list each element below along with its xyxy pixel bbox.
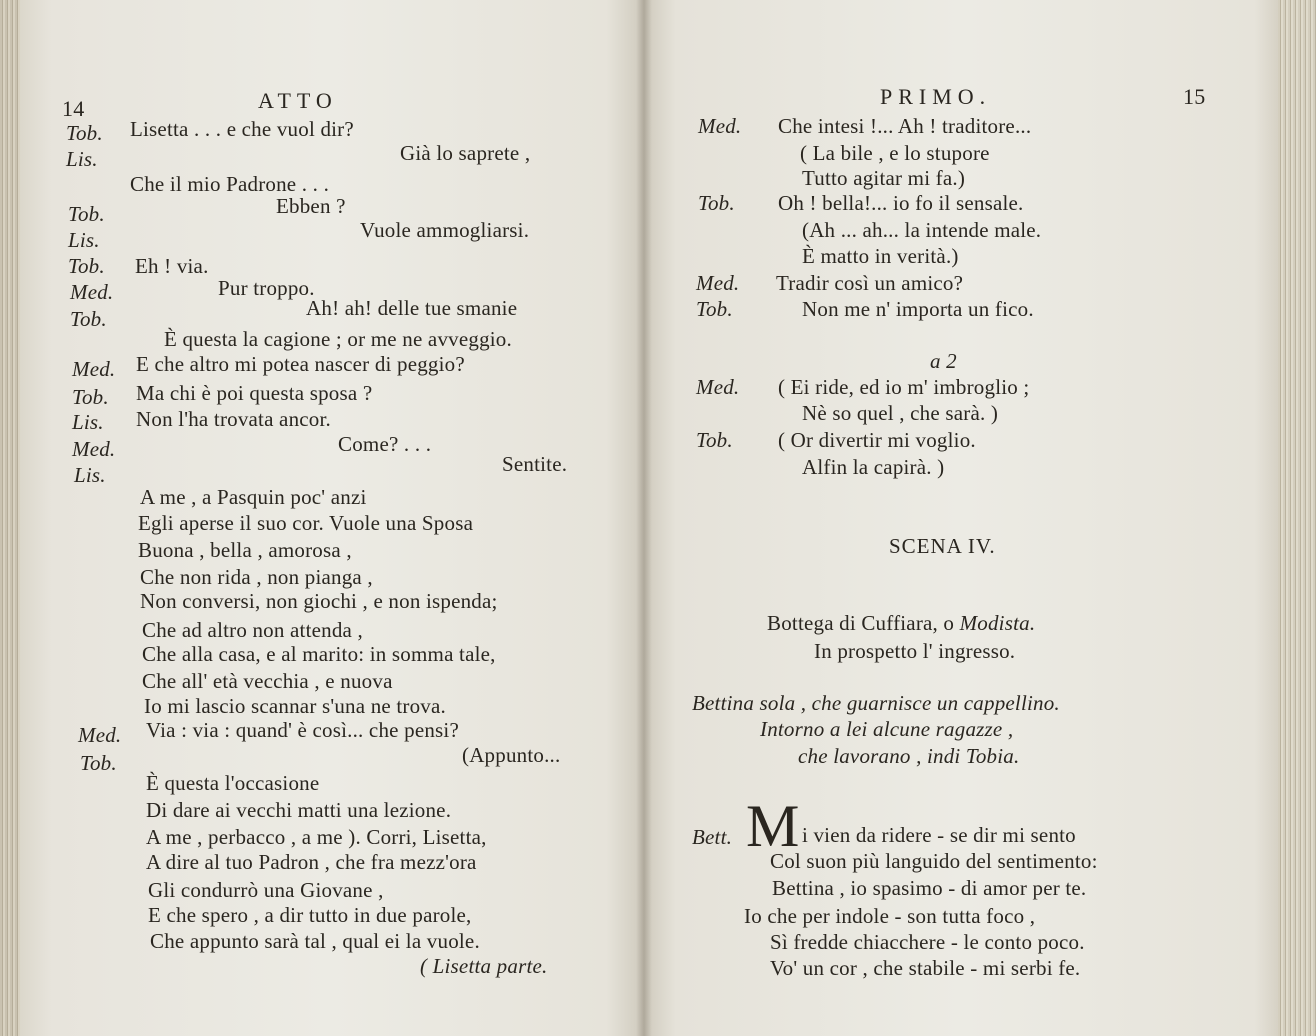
speaker-label: Tob. <box>80 751 117 775</box>
dialogue-line: Vuole ammogliarsi. <box>360 218 530 242</box>
stage-direction: che lavorano , indi Tobia. <box>798 744 1020 768</box>
speaker-label: Med. <box>72 437 116 461</box>
speaker-label: Med. <box>698 114 742 138</box>
speaker-label: Lis. <box>68 228 100 252</box>
speaker-label: Tob. <box>696 297 733 321</box>
speaker-label: Med. <box>70 280 114 304</box>
dialogue-line: A me , perbacco , a me ). Corri, Lisetta, <box>146 825 487 849</box>
dialogue-line: ( Ei ride, ed io m' imbroglio ; <box>778 375 1030 399</box>
dialogue-line: A me , a Pasquin poc' anzi <box>140 485 367 509</box>
dialogue-line: Eh ! via. <box>135 254 209 278</box>
speaker-label: Lis. <box>72 410 104 434</box>
scene-setting-2: In prospetto l' ingresso. <box>814 639 1016 663</box>
aria-line: Col suon più languido del sentimento: <box>770 849 1098 873</box>
dialogue-line: Di dare ai vecchi matti una lezione. <box>146 798 452 822</box>
right-running-head: PRIMO. <box>880 84 992 109</box>
speaker-label: Lis. <box>66 147 98 171</box>
dialogue-line: Non conversi, non giochi , e non ispenda; <box>140 589 498 613</box>
dialogue-line: A dire al tuo Padron , che fra mezz'ora <box>146 850 477 874</box>
setting-italic: Modista. <box>959 611 1036 635</box>
dialogue-line: Nè so quel , che sarà. ) <box>802 401 999 425</box>
speaker-label: Tob. <box>66 121 103 145</box>
dialogue-line: Gli condurrò una Giovane , <box>148 878 384 902</box>
setting-text: Bottega di Cuffiara, o <box>767 611 955 635</box>
dialogue-line: Via : via : quand' è così... che pensi? <box>146 718 459 742</box>
speaker-label: Med. <box>696 375 740 399</box>
speaker-label: Med. <box>696 271 740 295</box>
dialogue-line: Che intesi !... Ah ! traditore... <box>778 114 1032 138</box>
speaker-label: Tob. <box>68 202 105 226</box>
dialogue-line: Pur troppo. <box>218 276 315 300</box>
speaker-label: Med. <box>72 357 116 381</box>
a2-marker: a 2 <box>930 349 957 373</box>
aria-line: Io che per indole - son tutta foco , <box>744 904 1036 928</box>
dialogue-line: Tutto agitar mi fa.) <box>802 166 966 190</box>
right-page-number: 15 <box>1183 84 1206 109</box>
dialogue-line: È questa la cagione ; or me ne avveggio. <box>164 327 512 351</box>
aria-line: Bettina , io spasimo - di amor per te. <box>772 876 1087 900</box>
dialogue-line: Non me n' importa un fico. <box>802 297 1034 321</box>
dialogue-line: Lisetta . . . e che vuol dir? <box>130 117 354 141</box>
dialogue-line: (Appunto... <box>462 743 561 767</box>
dialogue-line: Ebben ? <box>276 194 346 218</box>
dialogue-line: Buona , bella , amorosa , <box>138 538 352 562</box>
dialogue-line: Oh ! bella!... io fo il sensale. <box>778 191 1024 215</box>
dialogue-line: (Ah ... ah... la intende male. <box>802 218 1042 242</box>
scene-setting <box>767 610 1035 636</box>
scene-title: SCENA IV. <box>889 534 996 558</box>
speaker-label: Tob. <box>70 307 107 331</box>
right-page-edges <box>1278 0 1316 1036</box>
dialogue-line: E che altro mi potea nascer di peggio? <box>136 352 465 376</box>
dialogue-line: È matto in verità.) <box>802 244 959 268</box>
aria-line: Vo' un cor , che stabile - mi serbi fe. <box>770 956 1081 980</box>
dialogue-line: Che ad altro non attenda , <box>142 618 363 642</box>
stage-direction: Bettina sola , che guarnisce un cappellino. <box>692 691 1060 715</box>
dialogue-line: Che appunto sarà tal , qual ei la vuole. <box>150 929 480 953</box>
left-page-number: 14 <box>62 96 85 121</box>
dialogue-line: Come? . . . <box>338 432 432 456</box>
dialogue-line: Non l'ha trovata ancor. <box>136 407 331 431</box>
dialogue-line: Già lo saprete , <box>400 141 531 165</box>
left-page-edges <box>0 0 20 1036</box>
dialogue-line: Che il mio Padrone . . . <box>130 172 330 196</box>
stage-direction: Intorno a lei alcune ragazze , <box>760 717 1014 741</box>
dialogue-line: Che alla casa, e al marito: in somma tale, <box>142 642 496 666</box>
dialogue-line: Egli aperse il suo cor. Vuole una Sposa <box>138 511 474 535</box>
speaker-label: Med. <box>78 723 122 747</box>
dialogue-line: ( Or divertir mi voglio. <box>778 428 976 452</box>
dialogue-line: Io mi lascio scannar s'una ne trova. <box>144 694 446 718</box>
speaker-label: Tob. <box>696 428 733 452</box>
dialogue-line: Tradir così un amico? <box>776 271 964 295</box>
speaker-label: Lis. <box>74 463 106 487</box>
dialogue-line: Che all' età vecchia , e nuova <box>142 669 393 693</box>
left-running-head: ATTO <box>258 88 338 113</box>
speaker-label: Tob. <box>72 385 109 409</box>
speaker-label: Tob. <box>698 191 735 215</box>
stage-direction: ( Lisetta parte. <box>420 954 548 978</box>
drop-cap: M <box>746 793 800 859</box>
dialogue-line: Alfin la capirà. ) <box>802 455 945 479</box>
dialogue-line: ( La bile , e lo stupore <box>800 141 990 165</box>
aria-line: Sì fredde chiacchere - le conto poco. <box>770 930 1085 954</box>
aria-line: i vien da ridere - se dir mi sento <box>802 823 1076 847</box>
dialogue-line: Ma chi è poi questa sposa ? <box>136 381 373 405</box>
speaker-label: Bett. <box>692 825 733 849</box>
dialogue-line: Che non rida , non pianga , <box>140 565 373 589</box>
dialogue-line: Sentite. <box>502 452 568 476</box>
book-gutter <box>636 0 652 1036</box>
dialogue-line: Ah! ah! delle tue smanie <box>306 296 518 320</box>
dialogue-line: È questa l'occasione <box>146 771 320 795</box>
speaker-label: Tob. <box>68 254 105 278</box>
dialogue-line: E che spero , a dir tutto in due parole, <box>148 903 472 927</box>
